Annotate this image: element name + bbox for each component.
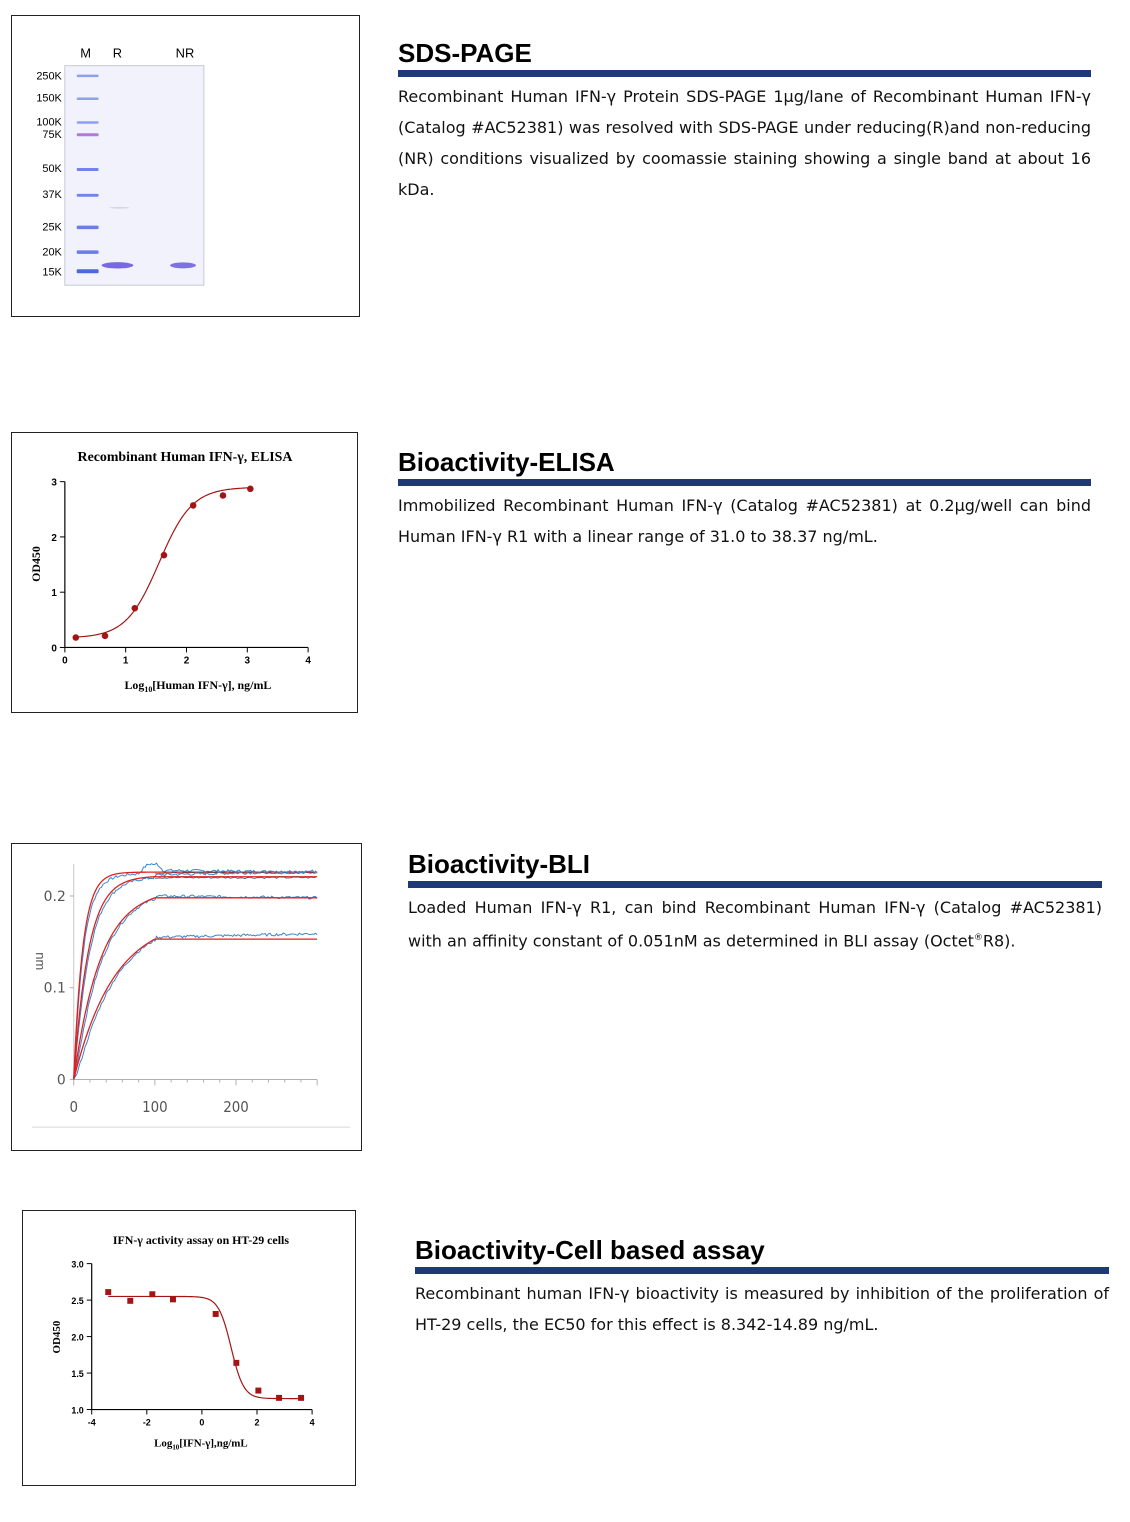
- elisa-section: [398, 447, 1091, 568]
- elisa-y-tick-label: 3: [51, 477, 57, 489]
- sds-page-figure: [11, 15, 360, 317]
- bli-x-tick-label: 200: [223, 1098, 249, 1117]
- cell-x-tick-label: 0: [199, 1417, 205, 1428]
- lane-r-band: [102, 262, 134, 268]
- marker-band-37k: [77, 194, 99, 197]
- elisa-x-tick-label: 4: [305, 655, 311, 667]
- cell-y-tick-label: 2.5: [71, 1296, 84, 1307]
- bli-y-axis-label: nm: [32, 952, 48, 971]
- cell-x-tick-label: -4: [87, 1417, 96, 1428]
- elisa-data-point: [161, 552, 168, 559]
- bli-rule: [408, 881, 1102, 888]
- marker-band-100k: [77, 121, 99, 123]
- cell-data-point: [276, 1395, 282, 1401]
- elisa-chart-title: Recombinant Human IFN-γ, ELISA: [77, 449, 293, 465]
- cell-y-tick-label: 3.0: [71, 1259, 84, 1270]
- cell-x-tick-label: 4: [309, 1417, 315, 1428]
- cell-data-point: [213, 1311, 219, 1317]
- cell-y-tick-label: 1.0: [71, 1405, 84, 1416]
- cell-y-axis-label: OD450: [50, 1320, 63, 1354]
- lane-r-faint-band: [110, 207, 130, 209]
- marker-label-20k: 20K: [42, 246, 62, 259]
- marker-label-50k: 50K: [42, 162, 62, 175]
- cell-section: [415, 1235, 1109, 1356]
- marker-label-15k: 15K: [42, 266, 62, 279]
- elisa-y-tick-label: 0: [51, 643, 57, 655]
- cell-body: Recombinant human IFN-γ bioactivity is measured by inhibition of the proliferation of HT-29 cells, the EC50 for this effect is 8.342-14.89 ng/mL.: [415, 1284, 1109, 1334]
- elisa-figure: [11, 432, 358, 713]
- cell-x-tick-label: -2: [142, 1417, 151, 1428]
- marker-label-100k: 100K: [36, 116, 62, 129]
- cell-x-axis-label: Log$_{10}$[IFN-γ],ng/mL: [154, 1437, 248, 1452]
- elisa-title: Bioactivity-ELISA: [398, 447, 615, 477]
- elisa-data-point: [73, 634, 80, 641]
- cell-y-tick-label: 1.5: [71, 1369, 84, 1380]
- elisa-x-tick-label: 2: [183, 655, 190, 667]
- cell-data-point: [298, 1395, 304, 1401]
- lane-nr-band: [170, 262, 196, 268]
- lane-label-r: R: [112, 45, 123, 61]
- bli-chart-svg: [12, 844, 361, 1150]
- marker-band-15k: [77, 269, 99, 273]
- cell-x-tick-label: 2: [254, 1417, 260, 1428]
- elisa-x-tick-label: 0: [62, 655, 68, 667]
- elisa-data-point: [132, 605, 139, 612]
- bli-x-tick-label: 0: [69, 1098, 79, 1117]
- elisa-chart-svg: [12, 433, 357, 712]
- marker-band-150k: [77, 97, 99, 99]
- bli-figure: [11, 843, 362, 1151]
- sds-page-gel-svg: [12, 16, 359, 316]
- marker-band-20k: [77, 250, 99, 253]
- cell-chart-svg: [23, 1211, 355, 1485]
- bli-title: Bioactivity-BLI: [408, 849, 591, 879]
- cell-data-point: [255, 1388, 261, 1394]
- elisa-x-tick-label: 1: [122, 655, 129, 667]
- marker-band-25k: [77, 226, 99, 229]
- elisa-y-axis-label: OD450: [29, 546, 44, 582]
- marker-band-250k: [77, 75, 99, 77]
- marker-label-75k: 75K: [42, 129, 62, 142]
- elisa-x-axis-label: Log$_{10}$[Human IFN-γ], ng/mL: [124, 678, 272, 695]
- sds-page-rule: [398, 70, 1091, 77]
- elisa-body: Immobilized Recombinant Human IFN-γ (Catalog #AC52381) at 0.2μg/well can bind Human IFN-γ R1 with a linear range of 31.0 to 38.37 ng/mL.: [398, 496, 1091, 546]
- elisa-data-point: [190, 502, 197, 509]
- elisa-data-point: [102, 633, 109, 640]
- bli-y-tick-label: 0.1: [43, 980, 66, 997]
- sds-page-body: Recombinant Human IFN-γ Protein SDS-PAGE 1μg/lane of Recombinant Human IFN-γ (Catalog #AC52381) was resolved with SDS-PAGE under reducing(R)and non-reducing (NR) conditions visualized by coomassie staining showing a single band at about 16 kDa.: [398, 87, 1091, 199]
- cell-data-point: [170, 1296, 176, 1302]
- marker-band-75k: [77, 133, 99, 136]
- cell-fit-curve: [108, 1296, 301, 1398]
- elisa-rule: [398, 479, 1091, 486]
- marker-band-50k: [77, 168, 99, 171]
- elisa-data-point: [220, 492, 227, 499]
- lane-label-m: M: [80, 45, 92, 61]
- elisa-x-tick-label: 3: [244, 655, 251, 667]
- marker-label-250k: 250K: [36, 70, 62, 83]
- bli-x-tick-label: 100: [142, 1098, 168, 1117]
- sds-page-title: SDS-PAGE: [398, 38, 532, 68]
- cell-plot-area: [71, 1260, 314, 1428]
- cell-rule: [415, 1267, 1109, 1274]
- cell-y-tick-label: 2.0: [71, 1332, 84, 1343]
- cell-chart-title: IFN-γ activity assay on HT-29 cells: [112, 1232, 289, 1247]
- marker-label-37k: 37K: [42, 188, 62, 201]
- cell-data-point: [149, 1291, 155, 1297]
- bli-y-tick-label: 0.2: [43, 888, 66, 905]
- cell-data-point: [127, 1298, 133, 1304]
- bli-section: [408, 849, 1102, 972]
- elisa-y-tick-label: 2: [51, 532, 57, 544]
- marker-label-25k: 25K: [42, 221, 62, 234]
- lane-label-nr: NR: [175, 45, 195, 61]
- sds-page-section: [398, 38, 1091, 221]
- elisa-y-tick-label: 1: [51, 588, 57, 600]
- cell-data-point: [105, 1289, 111, 1295]
- cell-title: Bioactivity-Cell based assay: [415, 1235, 765, 1265]
- bli-body: Loaded Human IFN-γ R1, can bind Recombinant Human IFN-γ (Catalog #AC52381) with an affinity constant of 0.051nM as determined in BLI assay (Octet®R8).: [408, 898, 1102, 951]
- elisa-fit-curve: [76, 488, 251, 637]
- marker-label-150k: 150K: [36, 92, 62, 105]
- bli-y-tick-label: 0: [56, 1072, 66, 1089]
- cell-assay-figure: [22, 1210, 356, 1486]
- elisa-data-point: [247, 486, 254, 493]
- elisa-plot-area: [51, 478, 311, 667]
- cell-data-point: [233, 1360, 239, 1366]
